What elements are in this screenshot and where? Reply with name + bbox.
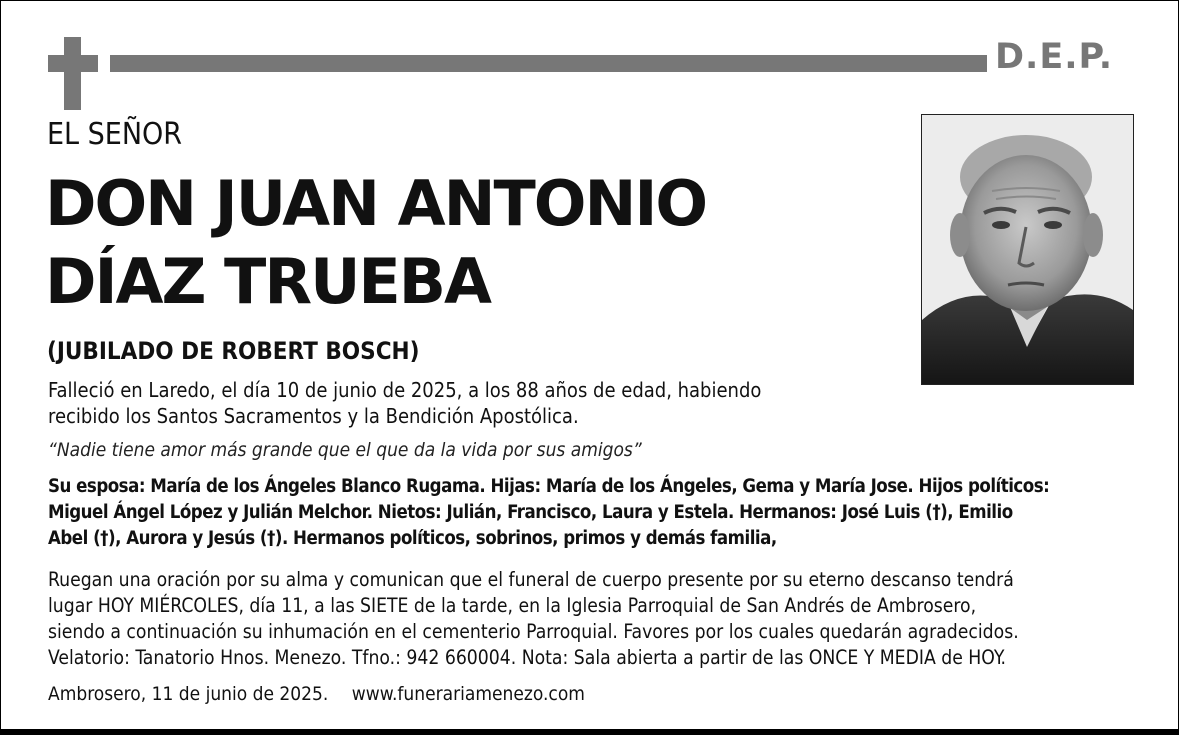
portrait-photo xyxy=(921,114,1134,385)
honorific-prefix: EL SEÑOR xyxy=(47,117,183,152)
dep-label: D.E.P. xyxy=(995,37,1114,77)
header-rule xyxy=(110,55,987,72)
funeral-service-info xyxy=(48,567,1148,671)
family-line: Miguel Ángel López y Julián Melchor. Nietos: Julián, Francisco, Laura y Estela. Hermanos: José Luis (†), Emilio xyxy=(48,502,1013,523)
place-date: Ambrosero, 11 de junio de 2025. xyxy=(48,683,329,705)
portrait-image xyxy=(922,115,1133,384)
death-notice xyxy=(48,377,828,429)
deceased-name-line2: DÍAZ TRUEBA xyxy=(45,245,491,318)
deceased-name-line1: DON JUAN ANTONIO xyxy=(45,167,707,240)
cross-icon-bar xyxy=(48,55,98,72)
footer xyxy=(48,683,585,705)
family-line: Abel (†), Aurora y Jesús (†). Hermanos políticos, sobrinos, primos y demás familia, xyxy=(48,528,777,549)
website-link[interactable]: www.funerariamenezo.com xyxy=(351,683,585,705)
memorial-quote: “Nadie tiene amor más grande que el que da la vida por sus amigos” xyxy=(48,439,642,461)
family-line: Su esposa: María de los Ángeles Blanco Rugama. Hijas: María de los Ángeles, Gema y María Jose. Hijos políticos: xyxy=(48,476,1050,497)
service-line: Ruegan una oración por su alma y comunican que el funeral de cuerpo presente por su eterno descanso tendrá xyxy=(48,568,1014,591)
death-notice-line: recibido los Santos Sacramentos y la Bendición Apostólica. xyxy=(48,404,579,428)
occupation: (JUBILADO DE ROBERT BOSCH) xyxy=(47,337,420,365)
service-line: Velatorio: Tanatorio Hnos. Menezo. Tfno.: 942 660004. Nota: Sala abierta a partir de las ONCE Y MEDIA de HOY. xyxy=(48,646,1006,669)
deceased-name xyxy=(45,165,706,321)
service-line: lugar HOY MIÉRCOLES, día 11, a las SIETE de la tarde, en la Iglesia Parroquial de San Andrés de Ambrosero, xyxy=(48,594,977,617)
service-line: siendo a continuación su inhumación en el cementerio Parroquial. Favores por los cuales quedarán agradecidos. xyxy=(48,620,1019,643)
cross-icon xyxy=(64,37,81,110)
death-notice-line: Falleció en Laredo, el día 10 de junio de 2025, a los 88 años de edad, habiendo xyxy=(48,378,762,402)
family-list xyxy=(48,474,1138,552)
